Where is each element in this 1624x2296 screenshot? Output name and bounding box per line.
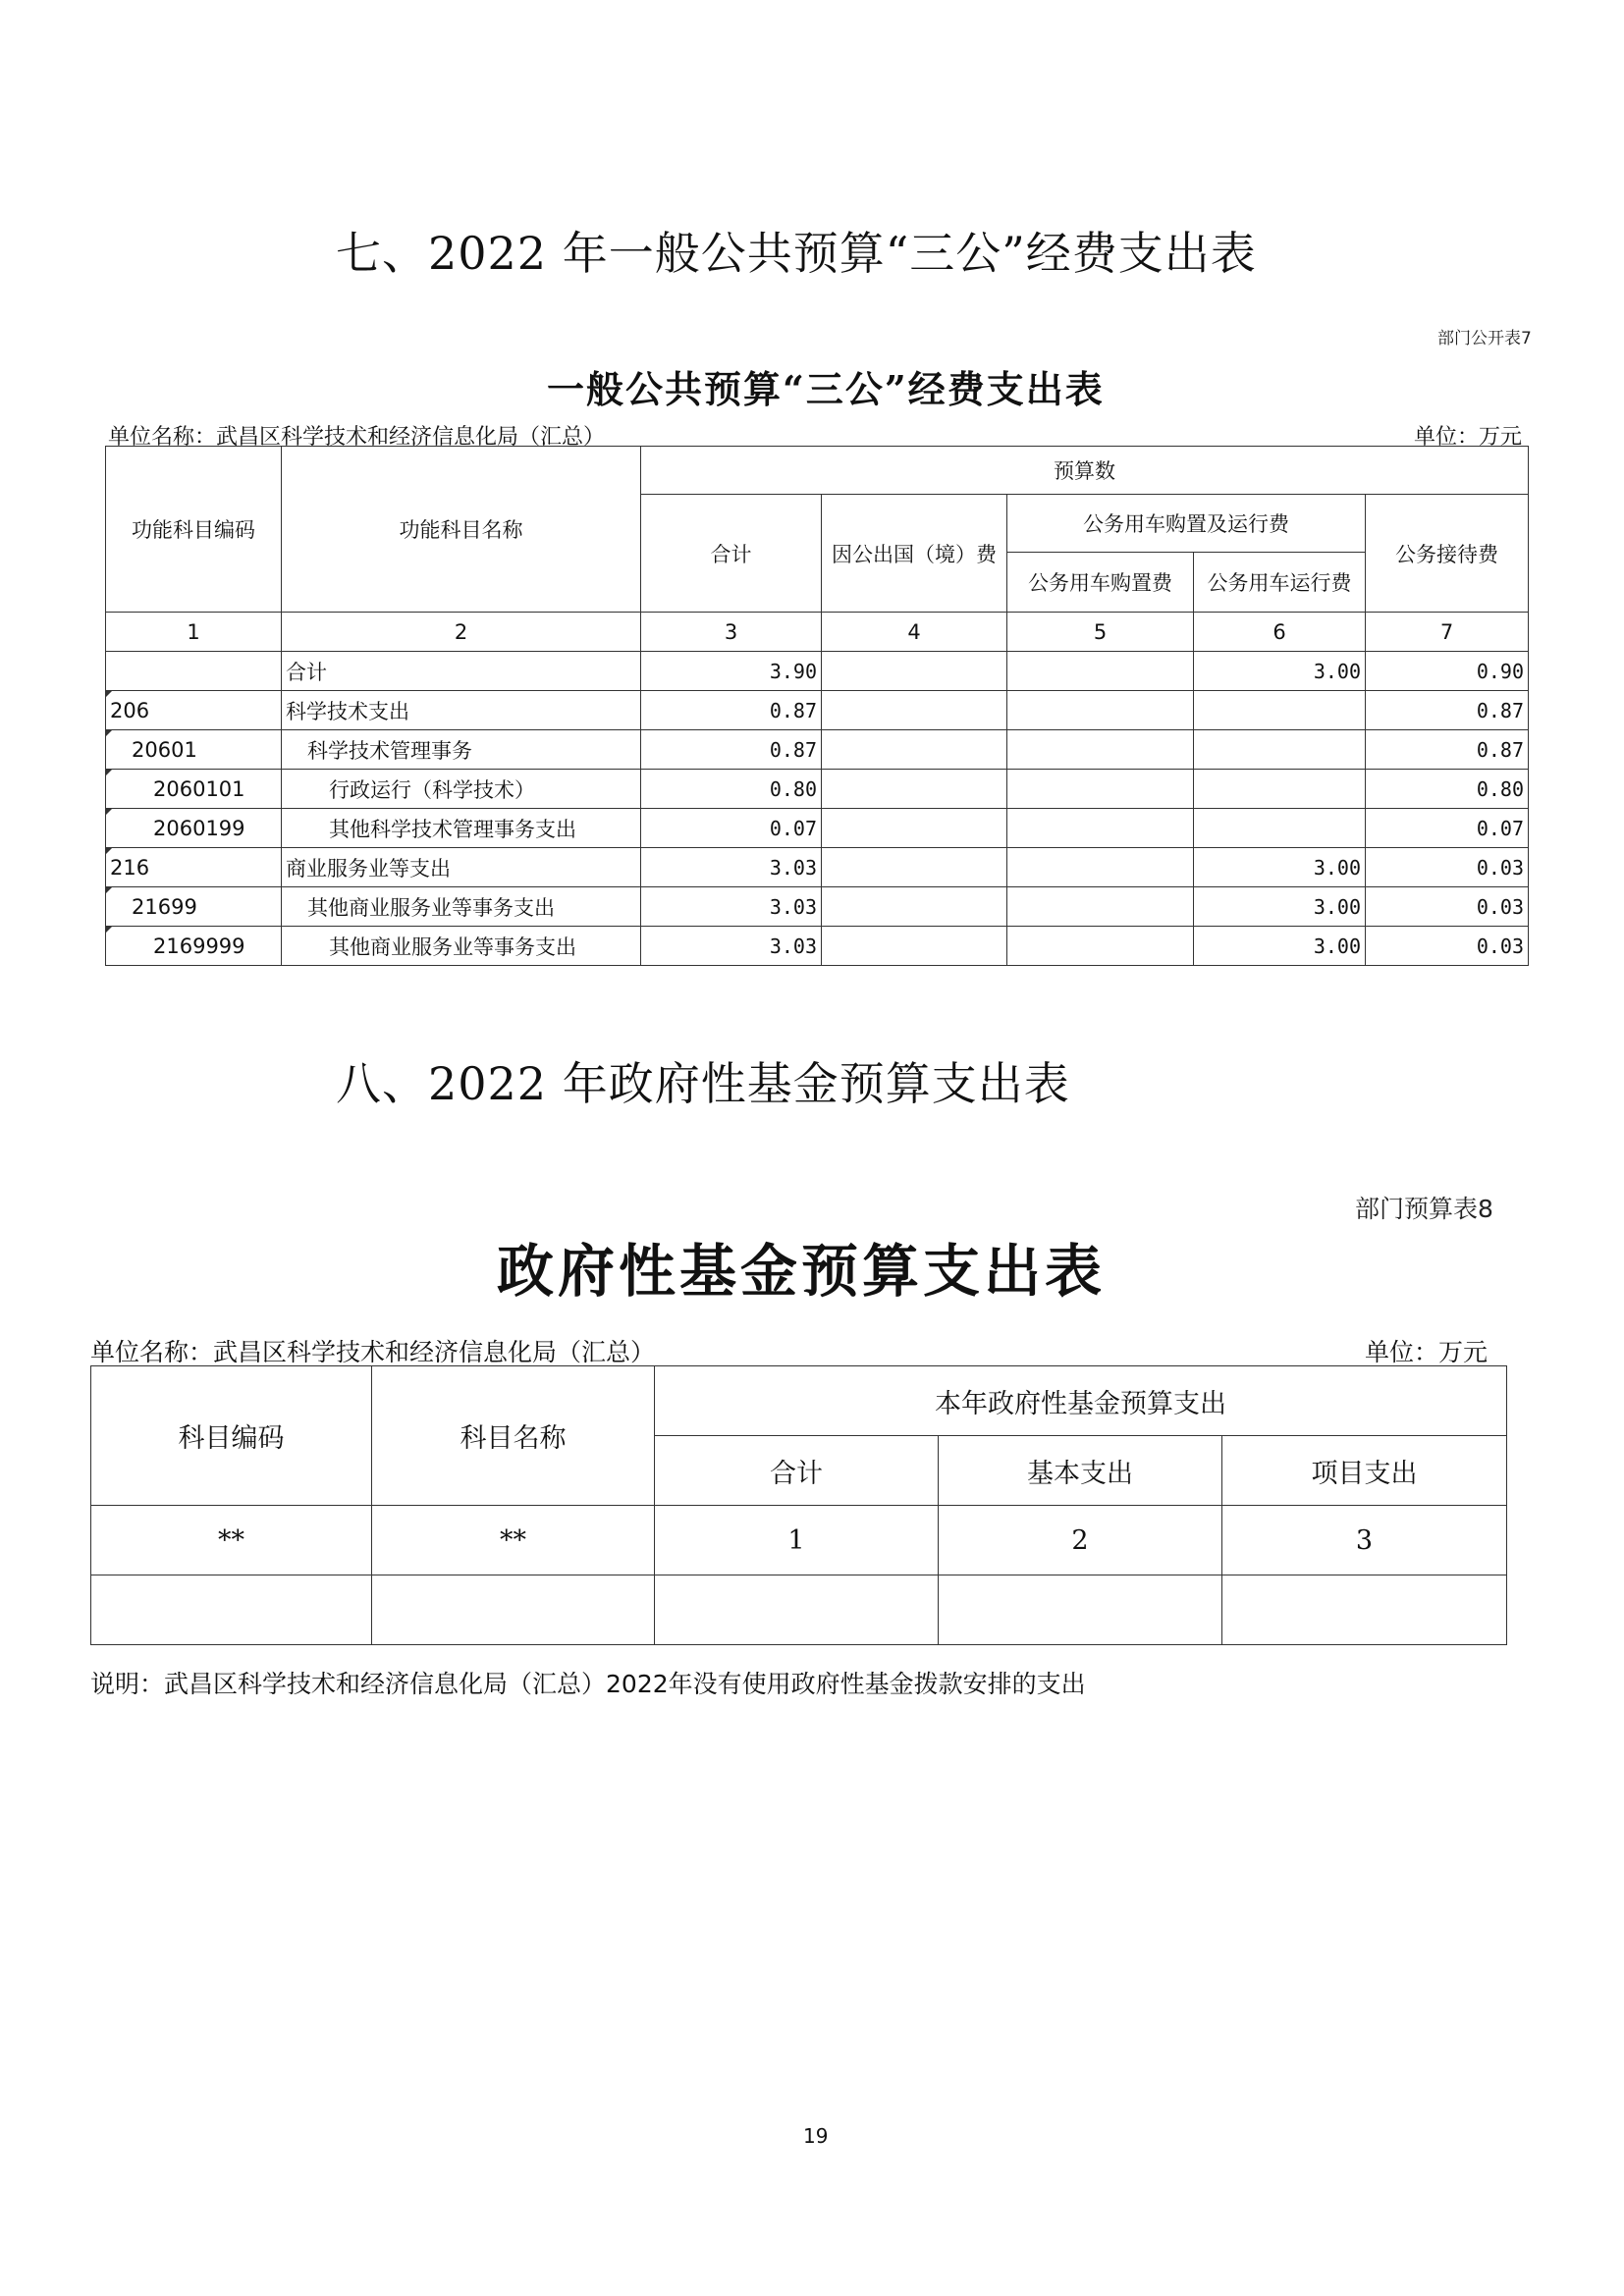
header-total: 合计 [655, 1436, 939, 1506]
header-vehicle: 公务用车购置及运行费 [1007, 495, 1366, 553]
row-run: 3.00 [1194, 652, 1366, 691]
table-row [106, 848, 1529, 887]
row-reception: 0.90 [1366, 652, 1529, 691]
row-purchase [1007, 809, 1194, 848]
section7-heading: 七、2022 年一般公共预算“三公”经费支出表 [336, 227, 1257, 280]
three-public-expenses-table [105, 446, 1529, 966]
row-reception: 0.87 [1366, 730, 1529, 770]
header-code: 科目编码 [91, 1366, 372, 1506]
header-abroad: 因公出国（境）费 [822, 495, 1007, 613]
index-cell: 1 [655, 1506, 939, 1575]
index-cell: ** [91, 1506, 372, 1575]
table-row [106, 927, 1529, 966]
index-row [91, 1506, 1507, 1575]
row-name: 行政运行（科学技术） [282, 770, 641, 809]
col-number: 3 [641, 613, 822, 652]
empty-cell [372, 1575, 655, 1645]
row-code: 216 [106, 848, 282, 887]
gov-fund-budget-table [90, 1365, 1507, 1645]
page-number: 19 [803, 2124, 829, 2148]
row-name: 科学技术管理事务 [282, 730, 641, 770]
section8-form-label: 部门预算表8 [1355, 1195, 1493, 1223]
col-number: 1 [106, 613, 282, 652]
row-reception: 0.03 [1366, 927, 1529, 966]
row-purchase [1007, 691, 1194, 730]
row-total: 0.07 [641, 809, 822, 848]
index-cell: ** [372, 1506, 655, 1575]
row-code: 2060199 [106, 809, 282, 848]
row-abroad [822, 730, 1007, 770]
row-abroad [822, 770, 1007, 809]
table-row [106, 730, 1529, 770]
section8-unit-name: 单位名称：武昌区科学技术和经济信息化局（汇总） [90, 1338, 656, 1366]
empty-cell [655, 1575, 939, 1645]
row-reception: 0.07 [1366, 809, 1529, 848]
row-name: 合计 [282, 652, 641, 691]
row-total: 0.87 [641, 730, 822, 770]
header-basic: 基本支出 [939, 1436, 1222, 1506]
header-vehicle-purchase: 公务用车购置费 [1007, 553, 1194, 613]
row-total: 3.03 [641, 848, 822, 887]
row-total: 0.80 [641, 770, 822, 809]
row-name: 其他科学技术管理事务支出 [282, 809, 641, 848]
col-number: 7 [1366, 613, 1529, 652]
row-code: 21699 [106, 887, 282, 927]
section7-table-title: 一般公共预算“三公”经费支出表 [547, 367, 1105, 411]
header-reception: 公务接待费 [1366, 495, 1529, 613]
header-group: 本年政府性基金预算支出 [655, 1366, 1507, 1436]
row-purchase [1007, 848, 1194, 887]
empty-cell [1222, 1575, 1507, 1645]
row-purchase [1007, 730, 1194, 770]
row-run [1194, 809, 1366, 848]
section8-heading: 八、2022 年政府性基金预算支出表 [336, 1057, 1070, 1110]
header-code: 功能科目编码 [106, 447, 282, 613]
row-name: 商业服务业等支出 [282, 848, 641, 887]
empty-row [91, 1575, 1507, 1645]
table-row [106, 770, 1529, 809]
empty-cell [91, 1575, 372, 1645]
row-name: 其他商业服务业等事务支出 [282, 927, 641, 966]
row-purchase [1007, 652, 1194, 691]
row-total: 3.03 [641, 927, 822, 966]
empty-cell [939, 1575, 1222, 1645]
section7-unit-name: 单位名称：武昌区科学技术和经济信息化局（汇总） [108, 425, 606, 450]
row-reception: 0.87 [1366, 691, 1529, 730]
col-number: 5 [1007, 613, 1194, 652]
header-project: 项目支出 [1222, 1436, 1507, 1506]
section7-unit: 单位：万元 [1414, 425, 1523, 450]
table-row [106, 809, 1529, 848]
header-name: 科目名称 [372, 1366, 655, 1506]
header-budget: 预算数 [641, 447, 1529, 495]
row-reception: 0.03 [1366, 887, 1529, 927]
row-code: 2060101 [106, 770, 282, 809]
table-row [106, 652, 1529, 691]
header-total: 合计 [641, 495, 822, 613]
row-name: 科学技术支出 [282, 691, 641, 730]
col-number: 4 [822, 613, 1007, 652]
row-abroad [822, 809, 1007, 848]
col-number: 2 [282, 613, 641, 652]
section8-note: 说明：武昌区科学技术和经济信息化局（汇总）2022年没有使用政府性基金拨款安排的支出 [90, 1670, 1086, 1698]
index-cell: 3 [1222, 1506, 1507, 1575]
index-cell: 2 [939, 1506, 1222, 1575]
row-abroad [822, 848, 1007, 887]
section8-unit: 单位：万元 [1365, 1338, 1489, 1366]
row-code: 20601 [106, 730, 282, 770]
row-total: 0.87 [641, 691, 822, 730]
row-run [1194, 770, 1366, 809]
row-reception: 0.80 [1366, 770, 1529, 809]
row-total: 3.90 [641, 652, 822, 691]
header-name: 功能科目名称 [282, 447, 641, 613]
row-code: 206 [106, 691, 282, 730]
row-purchase [1007, 927, 1194, 966]
row-abroad [822, 691, 1007, 730]
row-purchase [1007, 887, 1194, 927]
row-abroad [822, 887, 1007, 927]
row-run [1194, 730, 1366, 770]
section8-table-title: 政府性基金预算支出表 [497, 1238, 1107, 1305]
row-purchase [1007, 770, 1194, 809]
header-vehicle-run: 公务用车运行费 [1194, 553, 1366, 613]
row-run: 3.00 [1194, 848, 1366, 887]
row-run [1194, 691, 1366, 730]
row-code [106, 652, 282, 691]
row-name: 其他商业服务业等事务支出 [282, 887, 641, 927]
table-row [106, 691, 1529, 730]
column-number-row [106, 613, 1529, 652]
row-abroad [822, 927, 1007, 966]
row-run: 3.00 [1194, 887, 1366, 927]
row-total: 3.03 [641, 887, 822, 927]
table-row [106, 887, 1529, 927]
section7-form-label: 部门公开表7 [1437, 329, 1532, 348]
col-number: 6 [1194, 613, 1366, 652]
row-reception: 0.03 [1366, 848, 1529, 887]
row-abroad [822, 652, 1007, 691]
row-run: 3.00 [1194, 927, 1366, 966]
row-code: 2169999 [106, 927, 282, 966]
